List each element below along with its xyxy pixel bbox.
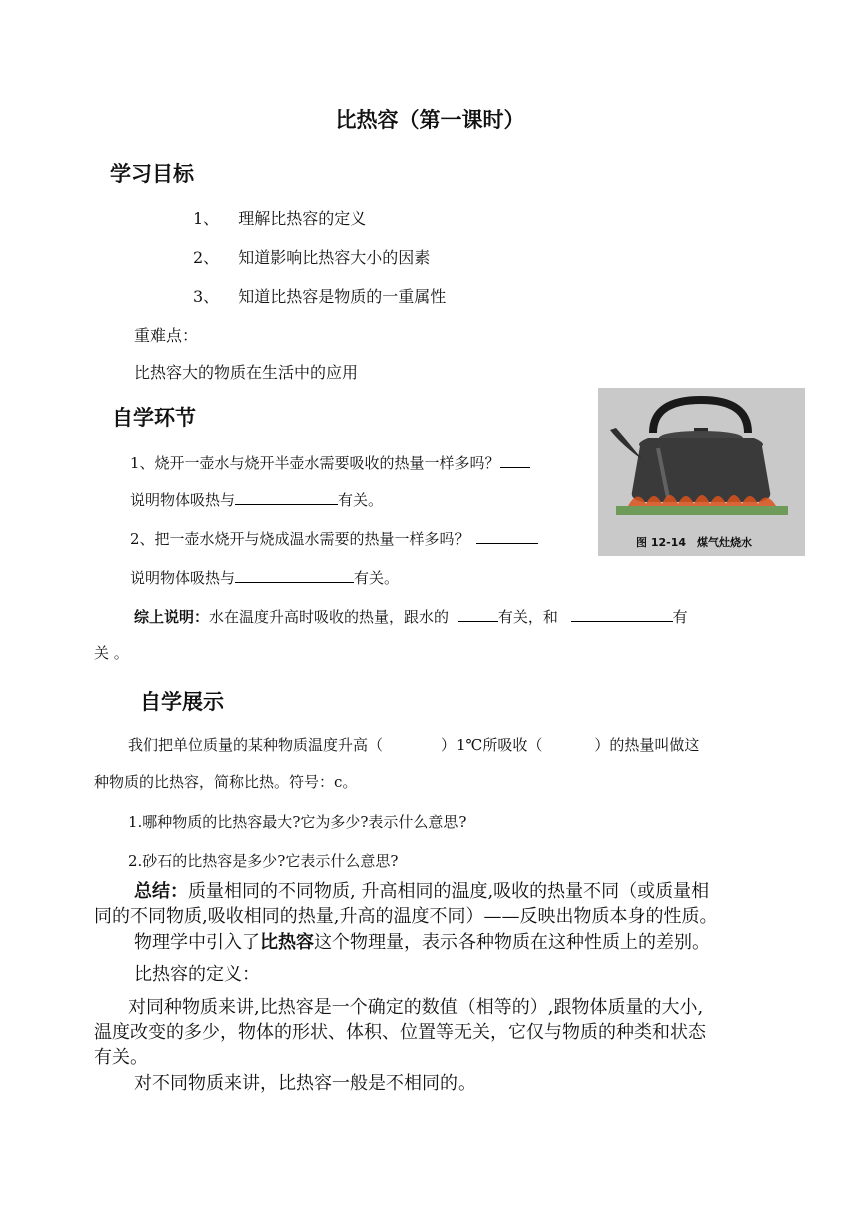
question-1-text: 1、烧开一壶水与烧开半壶水需要吸收的热量一样多吗？ — [130, 454, 500, 472]
difficulty-text: 比热容大的物质在生活中的应用 — [134, 363, 359, 382]
summary-line — [134, 606, 688, 627]
definition-text: 我们把单位质量的某种物质温度升高（ — [128, 736, 384, 754]
answer-blank[interactable] — [571, 607, 673, 622]
difficulty-label: 重难点： — [134, 326, 199, 345]
physics-text: 物理学中引入了 — [134, 932, 260, 953]
section-heading-display: 自学展示 — [140, 690, 224, 714]
page-title: 比热容（第一课时） — [335, 107, 525, 132]
physics-text: 这个物理量，表示各种物质在这种性质上的差别。 — [314, 932, 710, 953]
answer-blank[interactable] — [500, 453, 530, 468]
closing-paragraph: 对不同物质来讲，比热容一般是不相同的。 — [134, 1073, 476, 1094]
answer-blank[interactable] — [235, 568, 354, 583]
summary-text: 水在温度升高时吸收的热量，跟水的 — [209, 608, 450, 626]
summary-text: 有 — [672, 608, 688, 626]
answer-blank[interactable] — [235, 490, 338, 505]
summary-paragraph-line-2: 同的不同物质,吸收相同的热量,升高的温度不同）——反映出物质本身的性质。 — [94, 906, 718, 927]
summary-label: 总结： — [134, 881, 188, 902]
goal-item — [193, 206, 366, 229]
goal-text: 知道影响比热容大小的因素 — [238, 248, 431, 267]
goal-text: 理解比热容的定义 — [238, 209, 367, 228]
kettle-figure — [598, 388, 805, 556]
goal-number: 2、 — [193, 248, 220, 267]
summary-line-end: 关 。 — [94, 644, 129, 662]
question-1 — [130, 452, 530, 473]
question-2 — [130, 528, 538, 549]
explain-prefix: 说明物体吸热与 — [130, 491, 236, 509]
question-1-explain — [130, 489, 383, 510]
question-2-explain — [130, 567, 399, 588]
summary-text: 有关，和 — [497, 608, 558, 626]
definition-text: ）1℃所吸收（ — [441, 736, 543, 754]
answer-blank[interactable] — [476, 529, 538, 544]
physics-paragraph — [134, 931, 710, 955]
goal-number: 1、 — [193, 209, 220, 228]
explain-suffix: 有关。 — [338, 491, 384, 509]
summary-label: 综上说明： — [134, 608, 210, 626]
definition-line-1 — [128, 734, 699, 755]
question-2-text: 2、把一壶水烧开与烧成温水需要的热量一样多吗？ — [130, 530, 470, 548]
goal-number: 3、 — [193, 287, 220, 306]
definition-text: ）的热量叫做这 — [594, 736, 700, 754]
summary-paragraph — [134, 880, 709, 904]
definition-paragraph-line-1: 对同种物质来讲,比热容是一个确定的数值（相等的）,跟物体质量的大小, — [128, 997, 704, 1018]
physics-keyword: 比热容 — [260, 932, 314, 953]
explain-suffix: 有关。 — [354, 569, 400, 587]
goal-item — [193, 245, 430, 268]
definition-paragraph-line-2: 温度改变的多少，物体的形状、体积、位置等无关，它仅与物质的种类和状态 — [94, 1022, 706, 1043]
summary-text: 质量相同的不同物质, 升高相同的温度,吸收的热量不同（或质量相 — [188, 881, 710, 902]
question-item: 1.哪种物质的比热容最大?它为多少?表示什么意思? — [128, 813, 467, 831]
kettle-illustration — [598, 388, 805, 556]
section-heading-goals: 学习目标 — [110, 162, 194, 186]
definition-paragraph-line-3: 有关。 — [94, 1047, 148, 1068]
explain-prefix: 说明物体吸热与 — [130, 569, 236, 587]
figure-caption: 图 12-14 煤气灶烧水 — [636, 536, 753, 549]
definition-label: 比热容的定义： — [134, 964, 260, 985]
goal-item — [193, 284, 446, 307]
section-heading-self-study: 自学环节 — [112, 406, 196, 430]
goal-text: 知道比热容是物质的一重属性 — [238, 287, 447, 306]
definition-line-2: 种物质的比热容，简称比热。符号：c。 — [94, 773, 358, 791]
question-item: 2.砂石的比热容是多少?它表示什么意思? — [128, 852, 399, 870]
answer-blank[interactable] — [458, 607, 498, 622]
